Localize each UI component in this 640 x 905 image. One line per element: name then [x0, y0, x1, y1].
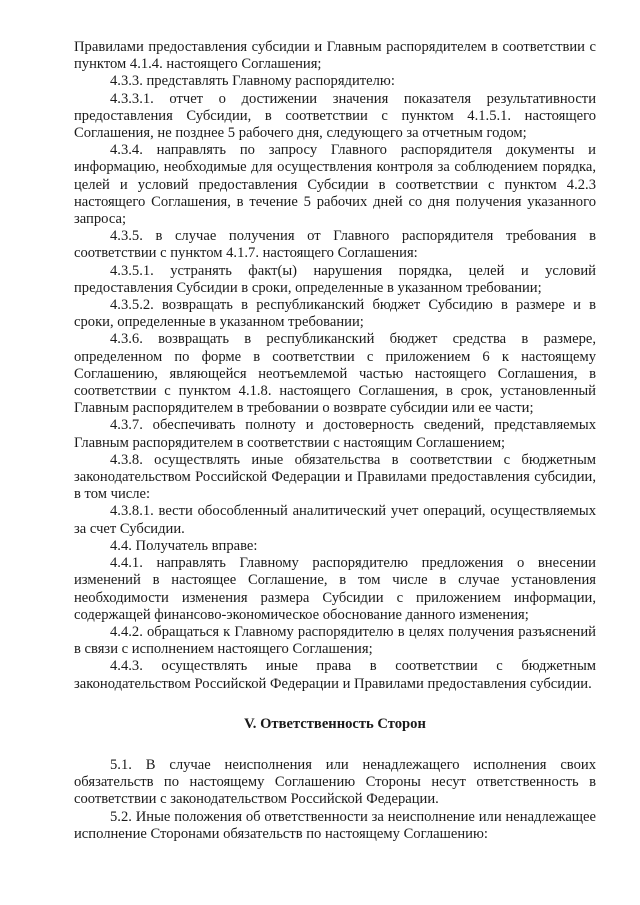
paragraph: 4.3.8.1. вести обособленный аналитический учет операций, осуществляемых за счет Субсидии.	[74, 503, 596, 537]
paragraphs-after	[74, 757, 596, 843]
paragraph: 4.3.4. направлять по запросу Главного распорядителя документы и информацию, необходимые для осуществления контроля за соблюдением порядка, целей и условий предоставления Субсидии в соответствии с пунктом 4.2.3 настоящего Соглашения, в течение 5 рабочих дней со дня получения указанного запроса;	[74, 142, 596, 228]
paragraph: 4.3.6. возвращать в республиканский бюджет средства в размере, определенном по форме в соответствии с приложением 6 к настоящему Соглашению, являющейся неотъемлемой частью настоящего Соглашения, в соответствии с пунктом 4.1.8. настоящего Соглашения, в срок, установленный Главным распорядителем в требовании о возврате субсидии или ее части;	[74, 331, 596, 417]
paragraph: 5.2. Иные положения об ответственности за неисполнение или ненадлежащее исполнение Сторонами обязательств по настоящему Соглашению:	[74, 808, 596, 842]
paragraph: 5.1. В случае неисполнения или ненадлежащего исполнения своих обязательств по настоящему Соглашению Стороны несут ответственность в соответствии с законодательством Российской Федерации.	[74, 756, 596, 808]
paragraph: 4.3.3.1. отчет о достижении значения показателя результативности предоставления Субсидии, в соответствии с пунктом 4.1.5.1. настоящего Соглашения, не позднее 5 рабочего дня, следующего за отчетным годом;	[74, 90, 596, 142]
paragraph: 4.4.2. обращаться к Главному распорядителю в целях получения разъяснений в связи с исполнением настоящего Соглашения;	[74, 623, 596, 658]
section-heading: V. Ответственность Сторон	[244, 715, 426, 732]
document-page	[74, 39, 596, 843]
paragraph: 4.3.5. в случае получения от Главного распорядителя требования в соответствии с пунктом 4.1.7. настоящего Соглашения:	[74, 228, 596, 262]
paragraph: 4.3.8. осуществлять иные обязательства в соответствии с бюджетным законодательством Российской Федерации и Правилами предоставления субсидии, в том числе:	[74, 451, 596, 503]
paragraph: 4.3.5.1. устранять факт(ы) нарушения порядка, целей и условий предоставления Субсидии в сроки, определенные в указанном требовании;	[74, 262, 596, 296]
paragraph: 4.3.7. обеспечивать полноту и достоверность сведений, представляемых Главным распорядителем в соответствии с настоящим Соглашением;	[74, 417, 596, 451]
paragraph: 4.4.1. направлять Главному распорядителю предложения о внесении изменений в настоящее Соглашение, в том числе в случае установления необходимости изменения размера Субсидии с приложением информации, содержащей финансово-экономическое обоснование данного изменения;	[74, 555, 596, 623]
paragraphs-before	[74, 39, 596, 693]
paragraph: 4.3.3. представлять Главному распорядителю:	[110, 73, 395, 90]
paragraph: Правилами предоставления субсидии и Главным распорядителем в соответствии с пунктом 4.1.4. настоящего Соглашения;	[74, 39, 596, 73]
paragraph: 4.4.3. осуществлять иные права в соответствии с бюджетным законодательством Российской Федерации и Правилами предоставления субсидии.	[74, 658, 596, 692]
paragraph: 4.3.5.2. возвращать в республиканский бюджет Субсидию в размере и в сроки, определенные в указанном требовании;	[74, 297, 596, 331]
paragraph: 4.4. Получатель вправе:	[110, 537, 258, 554]
